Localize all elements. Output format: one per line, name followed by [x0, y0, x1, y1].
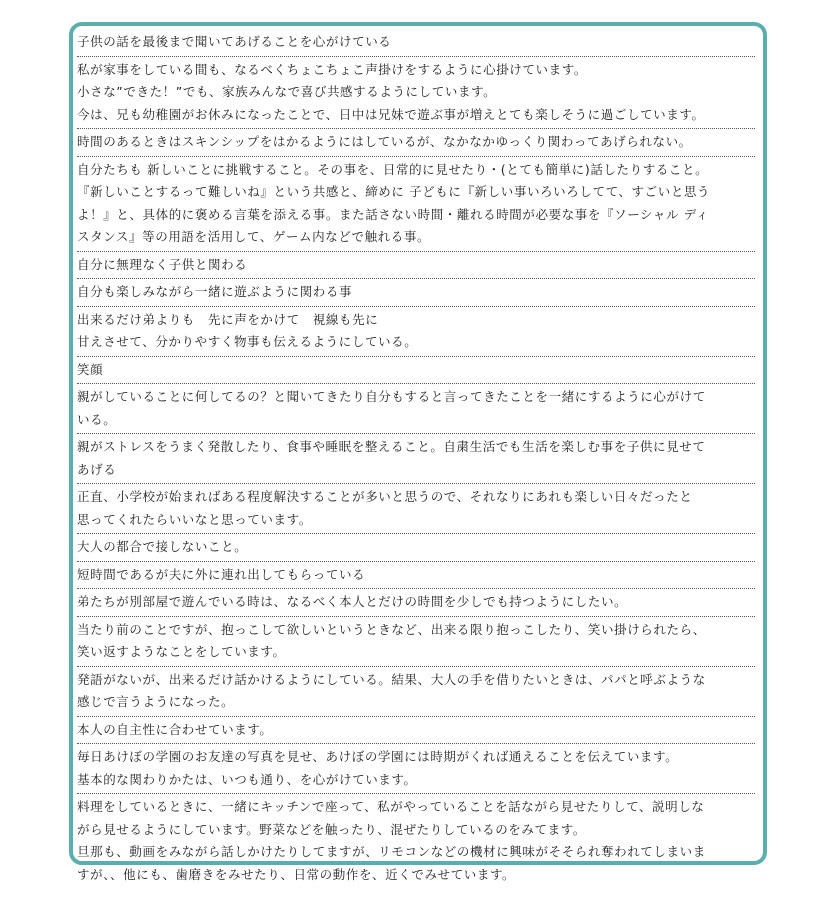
- response-text-line: 子供の話を最後まで聞いてあげることを心がけている: [77, 34, 392, 49]
- response-entry: [77, 29, 755, 57]
- response-text-line: 旦那も、動画をみながら話しかけたりしてますが、リモコンなどの機材に興味がそそられ奪われてしまいま: [77, 844, 706, 859]
- response-entry: [77, 252, 755, 280]
- response-entry: [77, 794, 755, 888]
- response-text-line: あげる: [77, 461, 117, 477]
- response-text-line: 私が家事をしている間も、なるべくちょこちょこ声掛けをするように心掛けています。: [77, 61, 587, 77]
- response-text-line: 笑顔: [77, 361, 104, 377]
- response-text-line: 毎日あけぼの学園のお友達の写真を見せ、あけぼの学園には時期がくれば通えることを伝えています。: [77, 749, 679, 764]
- response-entry: [77, 357, 755, 385]
- response-entry: [77, 279, 755, 307]
- response-text-line: がら見せるようにしています。野菜などを触ったり、混ぜたりしているのをみてます。: [77, 821, 586, 837]
- response-text-line: 弟たちが別部屋で遊んでいる時は、なるべく本人とだけの時間を少しでも持つようにしたい。: [77, 594, 628, 609]
- response-entry: [77, 129, 755, 157]
- response-text-line: 当たり前のことですが、抱っこして欲しいというときなど、出来る限り抱っこしたり、笑い掛けられたら、: [77, 621, 706, 637]
- response-entry: [77, 589, 755, 617]
- response-text-line: 時間のあるときはスキンシップをはかるようにはしているが、なかなかゆっくり関わってあげられない。: [77, 134, 692, 149]
- response-entry: [77, 57, 755, 130]
- response-text-line: 出来るだけ弟よりも 先に声をかけて 視線も先に: [77, 311, 379, 327]
- response-text-line: 小さな”できた！”でも、家族みんなで喜び共感するようにしています。: [77, 84, 497, 99]
- response-text-line: いる。: [77, 411, 117, 427]
- response-text-line: 感じで言うようになった。: [77, 694, 235, 709]
- response-text-line: 発語がないが、出来るだけ話かけるようにしている。結果、大人の手を借りたいときは、パパと呼ぶような: [77, 671, 706, 687]
- response-text-line: 料理をしているときに、一緒にキッチンで座って、私がやっていることを話ながら見せたりして、説明しな: [77, 799, 705, 814]
- response-text-line: 大人の都合で接しないこと。: [77, 539, 248, 554]
- response-entry: [77, 157, 755, 252]
- response-text-line: 『新しいことするって難しいね』という共感と、締めに 子どもに『新しい事いろいろしてて、すごいと思う: [77, 184, 711, 199]
- response-text-line: 自分も楽しみながら一緒に遊ぶように関わる事: [77, 284, 353, 299]
- response-entry: [77, 617, 755, 667]
- response-entry: [77, 667, 755, 717]
- response-entry: [77, 717, 755, 745]
- response-text-line: 親がしていることに何してるの？と聞いてきたり自分もすると言ってきたことを一緒にするように心がけて: [77, 389, 706, 404]
- response-text-line: スタンス』等の用語を活用して、ゲーム内などで触れる事。: [77, 229, 431, 244]
- response-text-line: すが、、他にも、歯磨きをみせたり、日常の動作を、近くでみせています。: [77, 866, 516, 882]
- response-text-line: 笑い返すようなことをしています。: [77, 644, 286, 659]
- response-text-line: 正直、小学校が始まればある程度解決することが多いと思うので、それなりにあれも楽しい日々だったと: [77, 489, 693, 504]
- response-list: [73, 29, 763, 888]
- response-text-line: 自分に無理なく子供と関わる: [77, 256, 248, 272]
- response-entry: [77, 384, 755, 434]
- response-text-line: よ！』と、具体的に褒める言葉を添える事。また話さない時間・離れる時間が必要な事を『ソーシャル ディ: [77, 206, 709, 222]
- response-text-line: 親がストレスをうまく発散したり、食事や睡眠を整えること。自粛生活でも生活を楽しむ事を子供に見せて: [77, 439, 706, 454]
- response-entry: [77, 307, 755, 357]
- response-text-line: 今は、兄も幼稚園がお休みになったことで、日中は兄妹で遊ぶ事が増えとても楽しそうに過ごしています。: [77, 106, 705, 122]
- response-text-line: 本人の自主性に合わせています。: [77, 721, 273, 737]
- response-entry: [77, 534, 755, 562]
- response-text-line: 短時間であるが夫に外に連れ出してもらっている: [77, 566, 366, 582]
- response-text-line: 基本的な関わりかたは、いつも通り、を心がけています。: [77, 771, 417, 787]
- response-entry: [77, 434, 755, 484]
- response-entry: [77, 484, 755, 534]
- response-text-line: 思ってくれたらいいなと思っています。: [77, 511, 312, 527]
- response-list-frame: [69, 22, 767, 882]
- response-text-line: 自分たちも 新しいことに挑戦すること。その事を、日常的に見せたり・(とても簡単に)話したりすること。: [77, 161, 709, 177]
- response-entry: [77, 562, 755, 590]
- response-entry: [77, 744, 755, 794]
- response-text-line: 甘えさせて、分かりやすく物事も伝えるようにしている。: [77, 334, 418, 349]
